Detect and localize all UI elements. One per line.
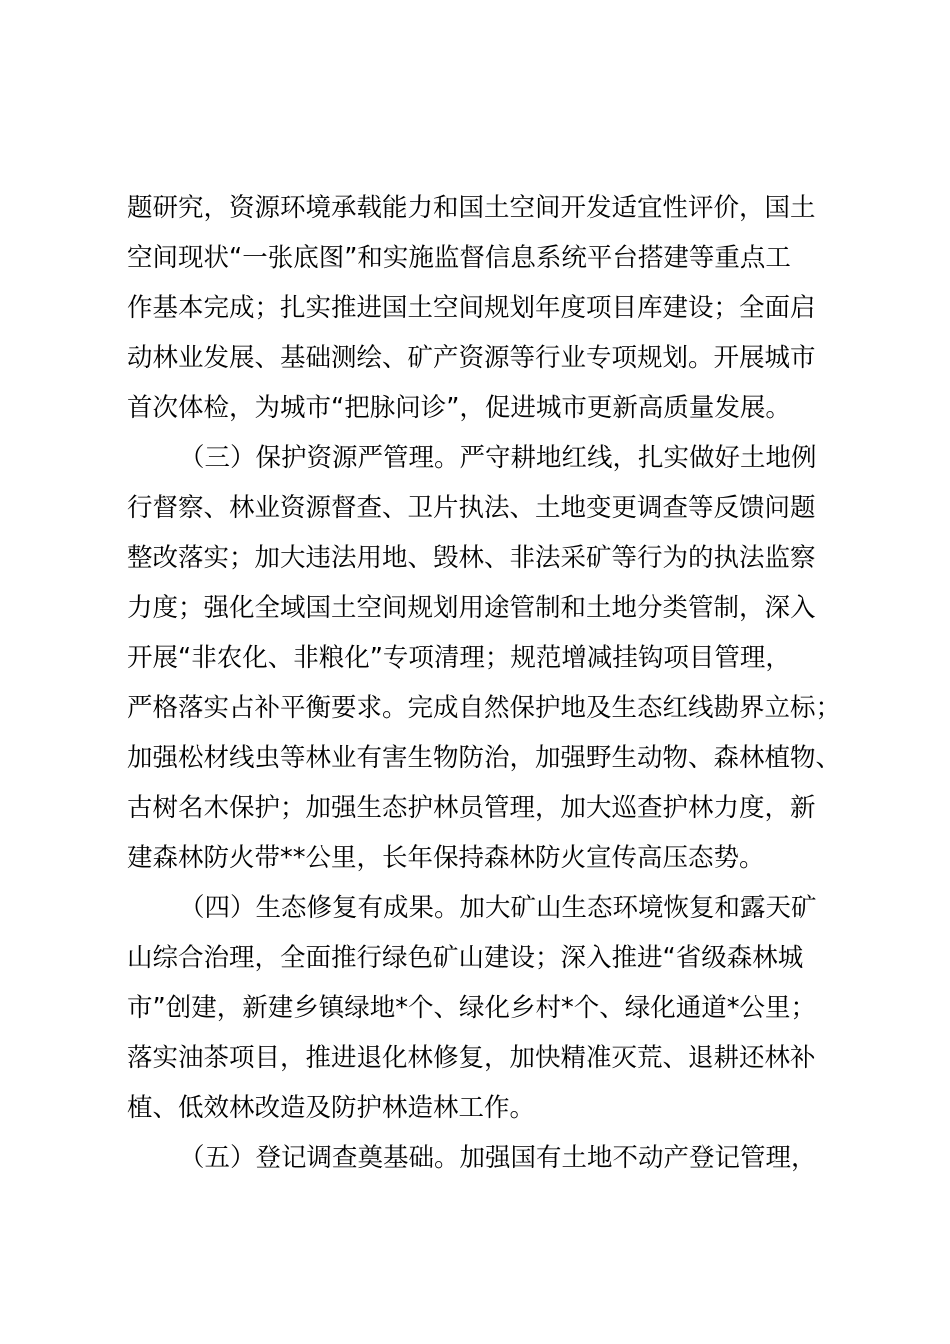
text-line: 开展“非农化、非粮化”专项清理；规范增减挂钩项目管理， [127, 643, 791, 673]
section-heading-line: （三）保护资源严管理。严守耕地红线，扎实做好土地例 [179, 443, 817, 473]
text-line: 建森林防火带**公里，长年保持森林防火宣传高压态势。 [127, 843, 765, 873]
text-line: 落实油茶项目，推进退化林修复，加快精准灭荒、退耕还林补 [127, 1043, 816, 1073]
text-line: 古树名木保护；加强生态护林员管理，加大巡查护林力度，新 [127, 793, 816, 823]
text-line: 动林业发展、基础测绘、矿产资源等行业专项规划。开展城市 [127, 343, 816, 373]
text-line: 空间现状“一张底图”和实施监督信息系统平台搭建等重点工 [127, 243, 791, 273]
text-line: 植、低效林改造及防护林造林工作。 [127, 1093, 536, 1123]
text-line: 力度；强化全域国土空间规划用途管制和土地分类管制，深入 [127, 593, 816, 623]
text-line: 整改落实；加大违法用地、毁林、非法采矿等行为的执法监察 [127, 543, 816, 573]
section-heading-line: （五）登记调查奠基础。加强国有土地不动产登记管理， [179, 1143, 817, 1173]
body-text [127, 183, 853, 1183]
text-line: 严格落实占补平衡要求。完成自然保护地及生态红线勘界立标； [127, 693, 842, 723]
text-line: 作基本完成；扎实推进国土空间规划年度项目库建设；全面启 [127, 293, 816, 323]
text-line: 行督察、林业资源督查、卫片执法、土地变更调查等反馈问题 [127, 493, 816, 523]
text-line: 市”创建，新建乡镇绿地*个、绿化乡村*个、绿化通道*公里； [127, 993, 816, 1023]
text-line: 加强松材线虫等林业有害生物防治，加强野生动物、森林植物、 [127, 743, 842, 773]
text-line: 山综合治理，全面推行绿色矿山建设；深入推进“省级森林城 [127, 943, 804, 973]
text-line: 题研究，资源环境承载能力和国土空间开发适宜性评价，国土 [127, 193, 816, 223]
section-heading-line: （四）生态修复有成果。加大矿山生态环境恢复和露天矿 [179, 893, 817, 923]
text-line: 首次体检，为城市“把脉问诊”，促进城市更新高质量发展。 [127, 393, 791, 423]
